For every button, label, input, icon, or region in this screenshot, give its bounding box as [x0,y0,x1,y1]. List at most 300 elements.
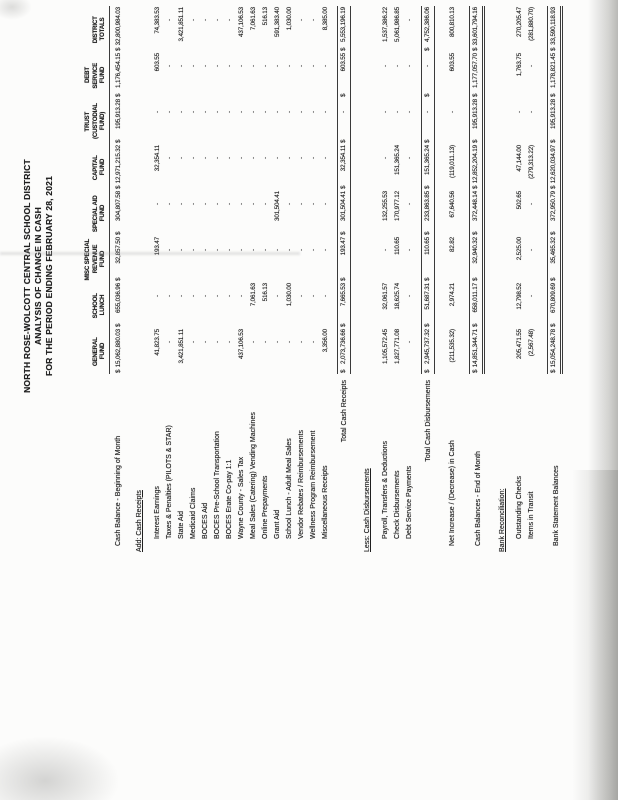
value-cell [134,328,146,374]
value-cell [134,190,146,236]
value-cell [284,236,296,282]
cell-value: - [201,19,209,21]
cell-value: 304,807.58 [114,191,122,222]
cell-value: - [201,157,209,159]
value-cell [260,52,272,98]
cell-value: - [249,203,257,205]
cell-value: - [153,111,161,113]
value-cell [200,98,212,144]
row-label: Online Prepayments [261,475,269,539]
value-cell [176,6,188,52]
cell-value: 12,852,204.19 [471,145,479,184]
cell-value: - [177,111,185,113]
cell-value: 195,913.28 [549,99,557,130]
cell-value: 603.55 [448,53,456,72]
value-cell [362,144,374,190]
cell-value: 15,054,248.78 [549,329,557,368]
cell-value: - [405,249,413,251]
cell-value: - [213,341,221,343]
value-cell [526,236,538,282]
value-cell [497,236,509,282]
row-label: Debt Service Payments [405,465,413,539]
value-cell [421,236,435,282]
cell-value: 1,537,386.22 [381,7,389,42]
value-cell [337,52,351,98]
value-cell [380,6,392,52]
cell-value: - [273,111,281,113]
value-cell [176,328,188,374]
table-row [392,6,404,552]
value-cell [164,328,176,374]
cell-value: 170,977.12 [393,191,401,222]
cell-value: - [189,111,197,113]
cell-value: - [225,65,233,67]
value-cell [212,190,224,236]
value-cell [308,190,320,236]
cell-value: - [527,295,535,297]
cell-value: 205,471.55 [515,329,523,360]
value-cell [392,328,404,374]
cell-value: - [189,295,197,297]
cell-value: 51,687.31 [423,283,431,310]
value-cell [113,190,125,236]
cell-value: - [261,65,269,67]
cell-value: 151,365.24 [423,145,431,176]
cell-value: - [261,203,269,205]
value-cell [447,52,459,98]
column-header-line2: REVENUE FUND [91,244,106,274]
value-cell [236,282,248,328]
value-cell [296,98,308,144]
table-row [447,6,459,552]
value-cell [320,328,332,374]
cell-value: - [249,249,257,251]
table-row [308,6,320,552]
cell-value: 2,073,736.66 [339,329,347,364]
row-label: Wellness Program Reimbursement [309,430,317,539]
cell-value: - [177,203,185,205]
value-cell [337,190,351,236]
cell-value: - [201,341,209,343]
value-cell [380,282,392,328]
value-cell [547,144,563,190]
dollar-sign: $ [423,139,431,143]
cell-value: 32,061.57 [381,283,389,310]
cell-value: 132,255.53 [381,191,389,222]
table-row [224,6,236,552]
cell-value: 3,421,851.11 [177,329,185,364]
cell-value: 800,810.13 [448,7,456,38]
value-cell [284,328,296,374]
value-cell [248,190,260,236]
cell-value: 7,061.63 [249,7,257,31]
cell-value: 33,601,794.16 [471,7,479,46]
document-title-block [22,2,55,550]
table-row [362,6,374,552]
cell-value: 193.47 [153,237,161,256]
cell-value: 5,553,196.19 [339,7,347,42]
value-cell [152,328,164,374]
value-cell [284,52,296,98]
cell-value: - [165,65,173,67]
cell-value: - [261,249,269,251]
value-cell [497,328,509,374]
dollar-sign: $ [339,93,347,97]
cell-value: - [527,203,535,205]
table-row [404,6,416,552]
cell-value: - [261,111,269,113]
cell-value: - [225,295,233,297]
cell-value: 193.47 [339,237,347,256]
column-header-line2: FUND [99,66,106,84]
value-cell [224,98,236,144]
value-cell [113,328,125,374]
value-cell [526,190,538,236]
value-cell [248,282,260,328]
row-label: Add: Cash Receipts [135,490,143,552]
row-label: Vendor Rebates / Reimbursements [297,430,305,539]
dollar-sign: $ [339,323,347,327]
value-cell [296,144,308,190]
cell-value: - [285,203,293,205]
cell-value: - [249,65,257,67]
value-cell [421,282,435,328]
cash-analysis-table [84,6,563,552]
dollar-sign: $ [423,185,431,189]
cell-value: - [225,341,233,343]
cell-value: - [201,295,209,297]
value-cell [362,236,374,282]
cell-value: 32,354.11 [153,145,161,172]
value-cell [164,52,176,98]
cell-value: - [297,341,305,343]
table-row [200,6,212,552]
value-cell [526,144,538,190]
column-header-6: TRUST (CUSTODIAL FUND) [84,98,110,144]
cell-value: - [189,203,197,205]
value-cell [514,52,526,98]
cell-value: - [405,65,413,67]
value-cell [113,282,125,328]
cell-value: - [237,203,245,205]
row-label: Miscellaneous Receipts [321,465,329,539]
cell-value: 2,974.21 [448,283,456,307]
cell-value: 1,030.00 [285,7,293,31]
value-cell [260,6,272,52]
value-cell [224,52,236,98]
value-cell [308,52,320,98]
value-cell [152,6,164,52]
cell-value: - [225,19,233,21]
dollar-sign: $ [549,139,557,143]
value-cell [547,52,563,98]
value-cell [320,52,332,98]
cell-value: 195,913.28 [114,99,122,130]
value-cell [337,144,351,190]
cell-value: - [285,157,293,159]
value-cell [404,144,416,190]
value-cell [380,190,392,236]
cell-value: - [321,65,329,67]
cell-value: 110.65 [423,237,431,255]
cell-value: - [405,341,413,343]
row-label: Taxes & Penalties (PILOTS & STAR) [165,425,173,539]
row-label: Cash Balances - End of Month [474,451,482,546]
column-header-line2: TOTALS [99,17,106,41]
table-row [421,6,435,552]
value-cell [421,144,435,190]
dollar-sign: $ [549,277,557,281]
table-row [134,6,146,552]
cell-value: 437,106.53 [237,329,245,360]
value-cell [188,190,200,236]
cell-value: 32,857.50 [114,237,122,264]
cell-value: - [297,295,305,297]
cell-value: - [273,157,281,159]
value-cell [380,236,392,282]
value-cell [113,52,125,98]
value-cell [320,6,332,52]
value-cell [176,282,188,328]
cell-value: 3,356.00 [321,329,329,353]
cell-value: 67,640.56 [448,191,456,218]
cell-value: (279,313.22) [527,145,535,179]
value-cell [469,52,485,98]
dollar-sign: $ [423,277,431,281]
cell-value: 603.55 [339,53,347,72]
value-cell [337,98,351,144]
column-header-8: DISTRICT TOTALS [92,6,110,52]
dollar-sign: $ [549,231,557,235]
row-label: Check Disbursements [393,470,401,539]
value-cell [296,6,308,52]
cell-value: - [285,341,293,343]
district-name: NORTH ROSE-WOLCOTT CENTRAL SCHOOL DISTRICT [22,159,32,393]
value-cell [200,236,212,282]
cell-value: - [165,157,173,159]
dollar-sign: $ [423,231,431,235]
value-cell [188,328,200,374]
value-cell [236,52,248,98]
value-cell [224,6,236,52]
table-row [272,6,284,552]
table-row [337,6,351,552]
cell-value: - [309,111,317,113]
cell-value: 603.55 [153,53,161,72]
value-cell [134,98,146,144]
dollar-sign: $ [471,47,479,51]
cell-value: 195,913.28 [471,99,479,130]
value-cell [152,98,164,144]
cell-value: - [273,295,281,297]
cell-value: - [321,203,329,205]
value-cell [188,6,200,52]
cell-value: - [393,111,401,113]
value-cell [176,190,188,236]
cell-value: - [309,203,317,205]
cell-value: - [213,295,221,297]
cell-value: - [225,111,233,113]
value-cell [308,6,320,52]
value-cell [547,98,563,144]
value-cell [447,98,459,144]
row-label: Cash Balance - Beginning of Month [114,435,122,546]
value-cell [514,190,526,236]
cell-value: 7,665.53 [339,283,347,307]
row-label: BOCES Aid [201,502,209,539]
cell-value: (2,567.48) [527,329,535,357]
cell-value: - [237,65,245,67]
value-cell [526,328,538,374]
value-cell [272,98,284,144]
value-cell [320,190,332,236]
cell-value: 151,365.24 [393,145,401,176]
value-cell [392,98,404,144]
cell-value: 12,971,215.32 [114,145,122,184]
cell-value: 233,863.85 [423,191,431,222]
cell-value: - [237,111,245,113]
value-cell [337,282,351,328]
value-cell [421,52,435,98]
value-cell [514,328,526,374]
value-cell [362,98,374,144]
value-cell [547,236,563,282]
table-row [514,6,526,552]
value-cell [469,328,485,374]
cell-value: - [201,111,209,113]
value-cell [236,236,248,282]
column-header-7: DEBT SERVICE FUND [84,52,110,98]
column-header-2: SCHOOL LUNCH [92,282,110,328]
cell-value: (119,011.13) [448,145,456,178]
cell-value: - [423,111,431,113]
value-cell [164,190,176,236]
dollar-sign: $ [114,185,122,189]
value-cell [188,144,200,190]
dollar-sign: $ [549,93,557,97]
report-title: ANALYSIS OF CHANGE IN CASH [33,206,43,346]
value-cell [362,190,374,236]
table-row [284,6,296,552]
dollar-sign: $ [114,47,122,51]
value-cell [421,328,435,374]
cell-value: 655,036.96 [114,283,122,314]
cell-value: - [225,249,233,251]
cell-value: - [201,65,209,67]
cell-value: 4,752,386.06 [423,7,431,42]
cell-value: - [165,249,173,251]
value-cell [272,282,284,328]
value-cell [526,98,538,144]
value-cell [392,144,404,190]
dollar-sign: $ [339,185,347,189]
cell-value: - [393,65,401,67]
cell-value: (211,535.32) [448,329,456,363]
value-cell [224,190,236,236]
dollar-sign: $ [423,323,431,327]
value-cell [526,52,538,98]
value-cell [514,144,526,190]
value-cell [260,98,272,144]
value-cell [296,236,308,282]
cell-value: - [297,249,305,251]
column-header-line2: (CUSTODIAL FUND) [91,102,106,140]
value-cell [296,190,308,236]
row-label: Bank Statement Balances [552,465,560,546]
value-cell [200,282,212,328]
value-cell [547,190,563,236]
dollar-sign: $ [423,47,431,51]
row-label: Medicaid Claims [189,487,197,539]
value-cell [296,328,308,374]
dollar-sign: $ [549,369,557,373]
dollar-sign: $ [114,369,122,373]
table-row [380,6,392,552]
cell-value: - [285,111,293,113]
value-cell [392,52,404,98]
cell-value: 47,144.00 [515,145,523,172]
cell-value: - [321,157,329,159]
cell-value: - [237,249,245,251]
value-cell [447,328,459,374]
cell-value: - [381,65,389,67]
value-cell [447,282,459,328]
cell-value: - [527,65,535,67]
value-cell [514,282,526,328]
table-row [164,6,176,552]
cell-value: 110.65 [393,237,401,255]
cell-value: - [309,341,317,343]
value-cell [176,144,188,190]
cell-value: 516.13 [261,7,269,26]
value-cell [284,6,296,52]
cell-value: - [309,157,317,159]
value-cell [134,6,146,52]
value-cell [497,282,509,328]
cell-value: - [165,19,173,21]
cell-value: - [189,249,197,251]
report-period: FOR THE PERIOD ENDING FEBRUARY 28, 2021 [44,175,54,377]
column-header-line2: FUND [99,204,106,222]
cell-value: - [339,111,347,113]
row-label: Total Cash Receipts [340,380,348,443]
cell-value: - [448,111,456,113]
table-row [547,6,563,552]
value-cell [152,190,164,236]
dollar-sign: $ [549,185,557,189]
value-cell [404,236,416,282]
value-cell [404,282,416,328]
cell-value: - [153,295,161,297]
cell-value: 372,950.79 [549,191,557,222]
cell-value: - [297,65,305,67]
value-cell [188,98,200,144]
value-cell [248,144,260,190]
cell-value: - [249,111,257,113]
value-cell [212,144,224,190]
cell-value: 7,061.63 [249,283,257,307]
value-cell [134,282,146,328]
value-cell [526,282,538,328]
table-row [296,6,308,552]
cell-value: - [177,65,185,67]
dollar-sign: $ [114,323,122,327]
cell-value: 658,011.17 [471,283,479,313]
cell-value: 1,827,771.08 [393,329,401,364]
cell-value: - [225,203,233,205]
value-cell [164,282,176,328]
dollar-sign: $ [339,231,347,235]
